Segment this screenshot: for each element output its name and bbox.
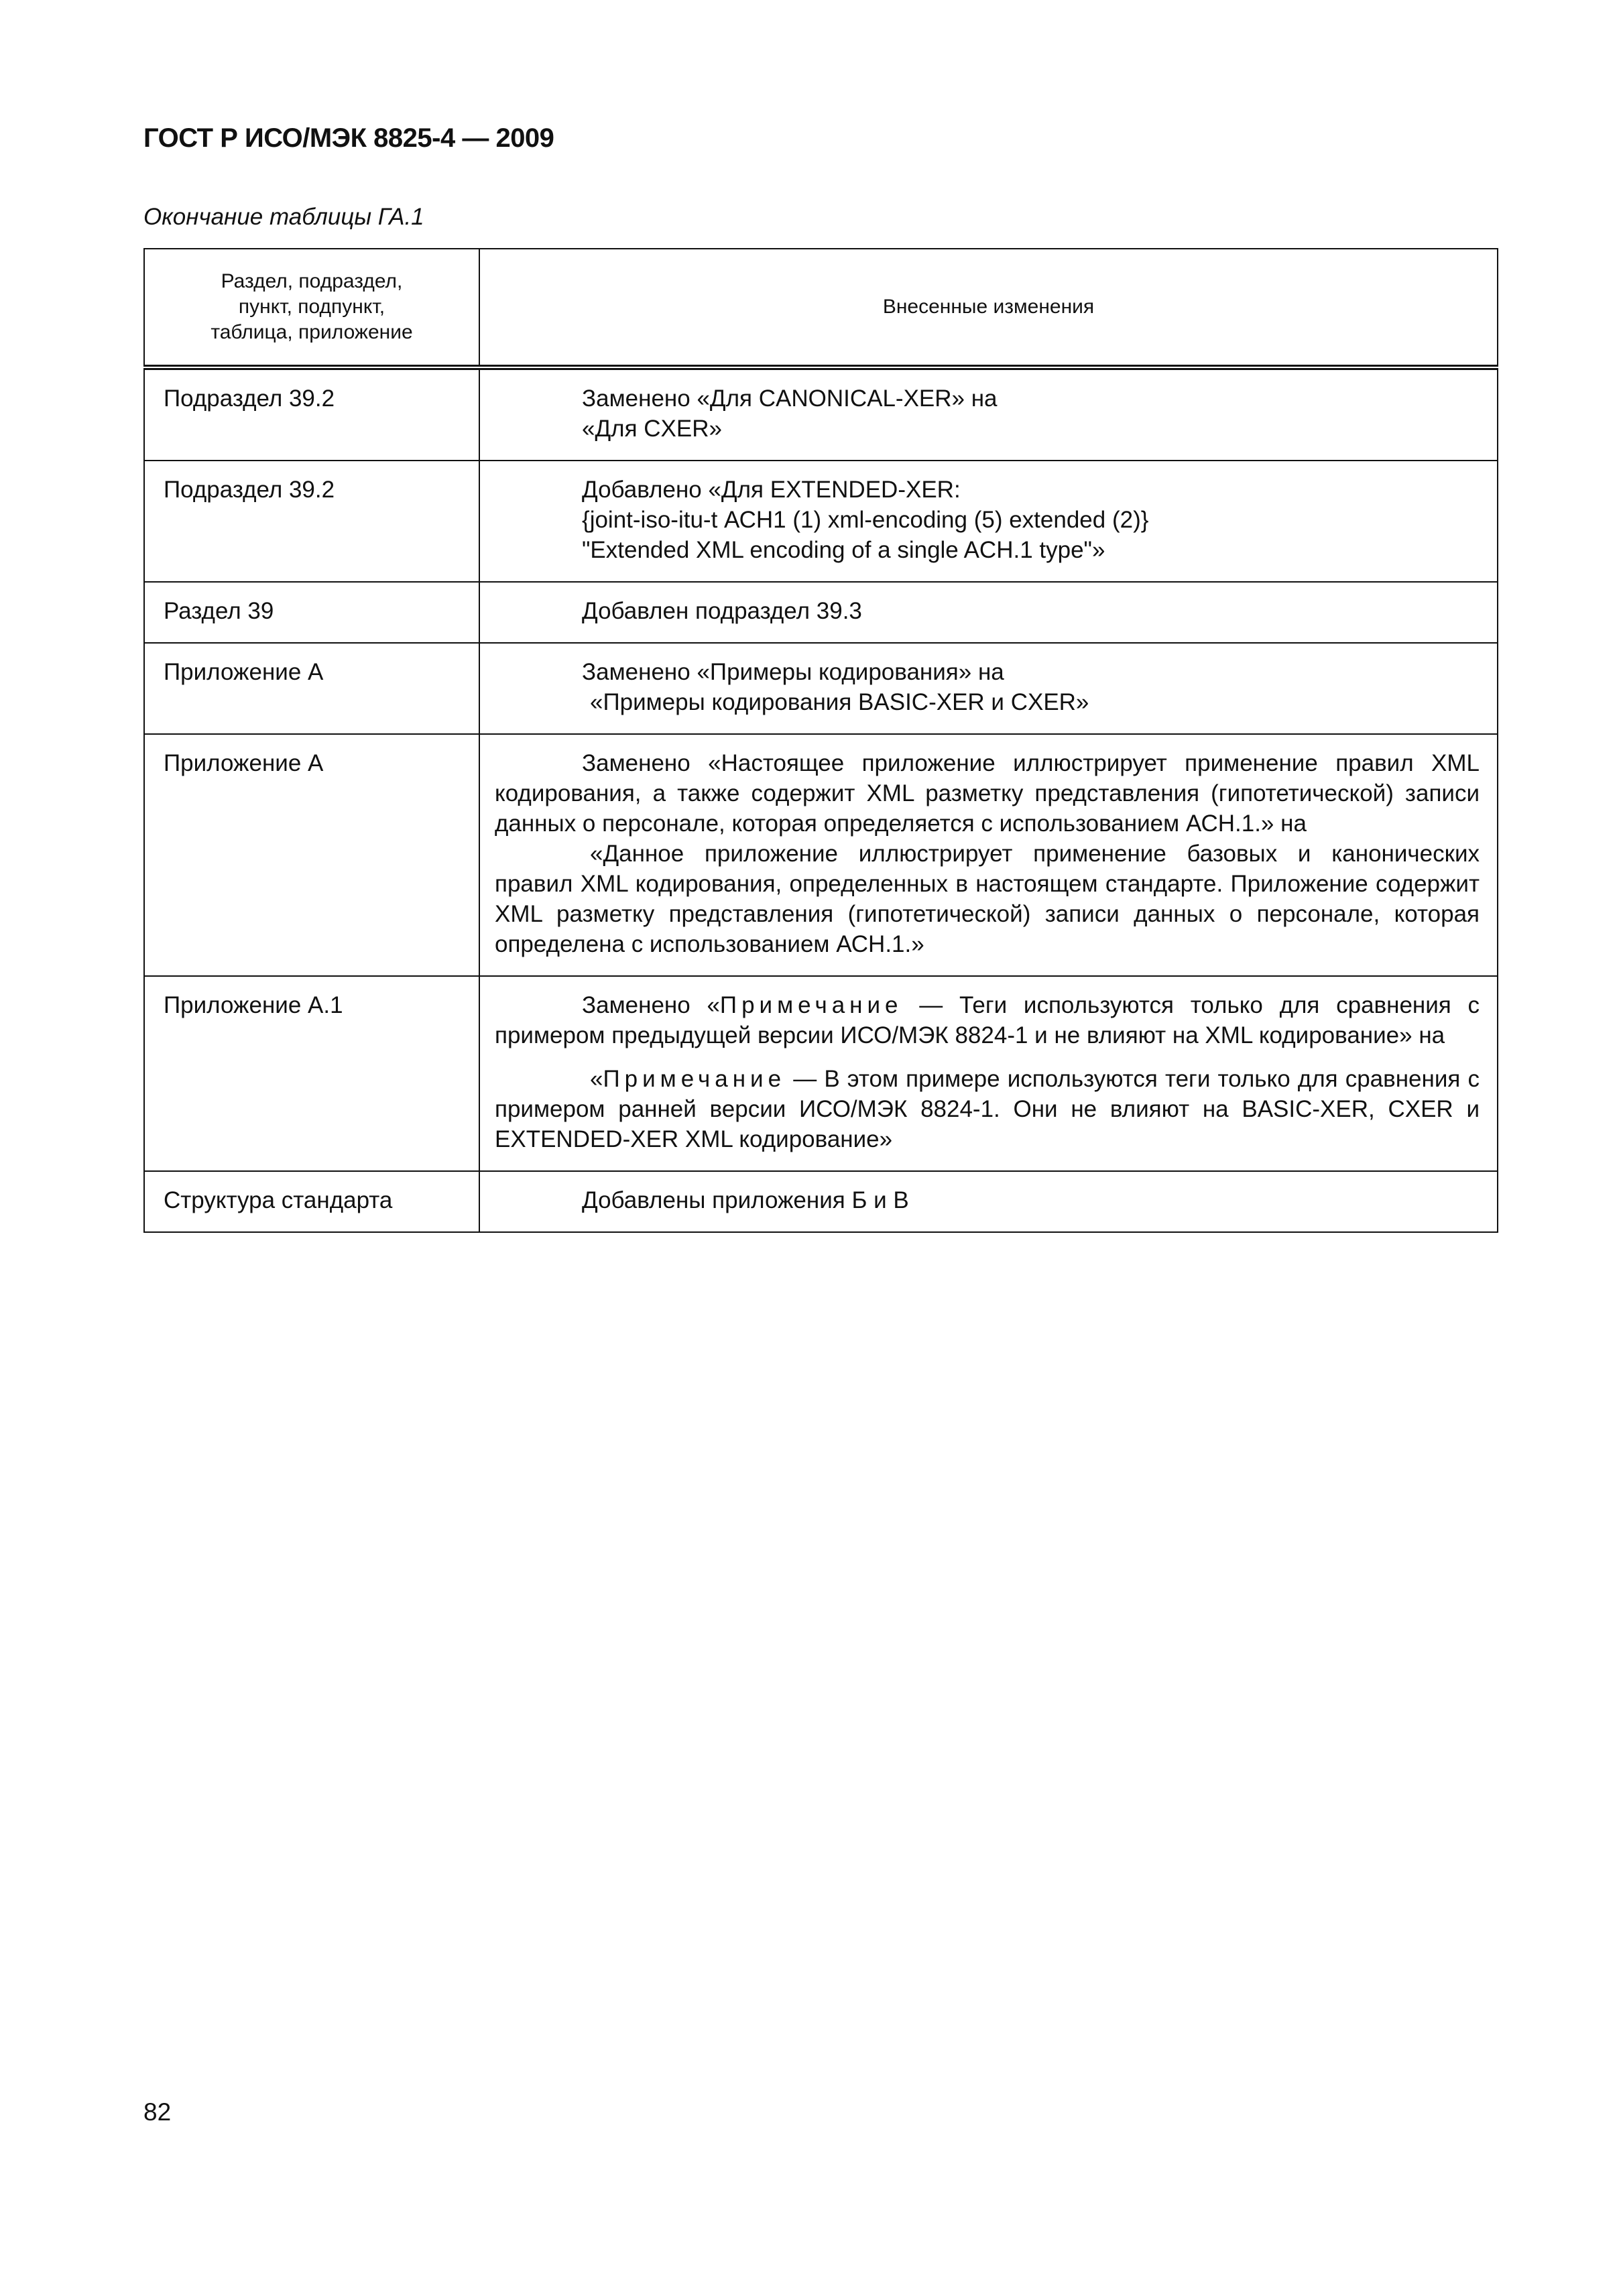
change-cell xyxy=(479,461,1498,582)
table-header-row xyxy=(144,249,1498,367)
text-fragment: — В этом примере используются теги только для сравнения с примером ранней версии ИСО/МЭК 8824-1. Они не влияют на BASIC-XER, CXER и EXTENDED-XER XML кодирование» xyxy=(495,1066,1480,1152)
table-caption: Окончание таблицы ГА.1 xyxy=(143,204,424,230)
change-cell xyxy=(479,734,1498,976)
change-line: Заменено «Примеры кодирования» на xyxy=(582,659,1004,685)
note-label: Примечание xyxy=(603,1066,786,1092)
table-row xyxy=(144,1171,1498,1232)
section-cell: Структура стандарта xyxy=(144,1171,479,1232)
column-header-section-line: пункт, подпункт, xyxy=(238,296,385,318)
page-number: 82 xyxy=(143,2098,172,2126)
change-line: «Примеры кодирования BASIC-XER и CXER» xyxy=(590,689,1089,715)
change-paragraph: Заменено «Настоящее приложение иллюстрирует применение правил XML кодирования, а также содержит XML разметку представления (гипотетической) записи данных о персонале, которая определяется с использованием АСН.1.» на xyxy=(495,750,1480,837)
table-row xyxy=(144,643,1498,734)
column-header-changes: Внесенные изменения xyxy=(479,249,1498,367)
table-row xyxy=(144,582,1498,643)
document-header: ГОСТ Р ИСО/МЭК 8825-4 — 2009 xyxy=(143,123,554,153)
change-paragraph xyxy=(495,990,1480,1050)
change-cell xyxy=(479,976,1498,1171)
change-line: "Extended XML encoding of a single ACH.1 type"» xyxy=(582,537,1105,563)
change-paragraph xyxy=(495,1064,1480,1154)
section-cell: Приложение А.1 xyxy=(144,976,479,1171)
text-fragment: — Теги используются только для сравнения с примером предыдущей версии ИСО/МЭК 8824-1 и не влияют на XML кодирование» на xyxy=(495,992,1480,1048)
section-cell: Приложение А xyxy=(144,734,479,976)
text-fragment: « xyxy=(590,1066,603,1092)
table-row xyxy=(144,461,1498,582)
section-cell: Подраздел 39.2 xyxy=(144,367,479,461)
change-line: Заменено «Для CANONICAL-XER» на xyxy=(582,385,998,412)
change-line: «Для CXER» xyxy=(582,416,722,442)
change-cell xyxy=(479,643,1498,734)
column-header-section xyxy=(144,249,479,367)
changes-table xyxy=(143,248,1498,1233)
text-fragment: Заменено « xyxy=(582,992,720,1018)
change-line: Добавлен подраздел 39.3 xyxy=(582,598,862,624)
note-label: Примечание xyxy=(719,992,903,1018)
table-row xyxy=(144,734,1498,976)
change-line: {joint-iso-itu-t АСН1 (1) xml-encoding (5) extended (2)} xyxy=(582,507,1149,533)
table-row xyxy=(144,367,1498,461)
change-line: Добавлено «Для EXTENDED-XER: xyxy=(582,477,961,503)
section-cell: Подраздел 39.2 xyxy=(144,461,479,582)
change-line: Добавлены приложения Б и В xyxy=(582,1187,909,1213)
column-header-section-line: таблица, приложение xyxy=(211,321,413,343)
table-row xyxy=(144,976,1498,1171)
change-cell xyxy=(479,367,1498,461)
section-cell: Раздел 39 xyxy=(144,582,479,643)
column-header-section-line: Раздел, подраздел, xyxy=(221,270,403,292)
change-cell xyxy=(479,1171,1498,1232)
section-cell: Приложение А xyxy=(144,643,479,734)
change-cell xyxy=(479,582,1498,643)
change-paragraph: «Данное приложение иллюстрирует применение базовых и канонических правил XML кодирования, определенных в настоящем стандарте. Приложение содержит XML разметку представления (гипотетической) записи данных о персонале, которая определена с использованием АСН.1.» xyxy=(495,841,1480,957)
